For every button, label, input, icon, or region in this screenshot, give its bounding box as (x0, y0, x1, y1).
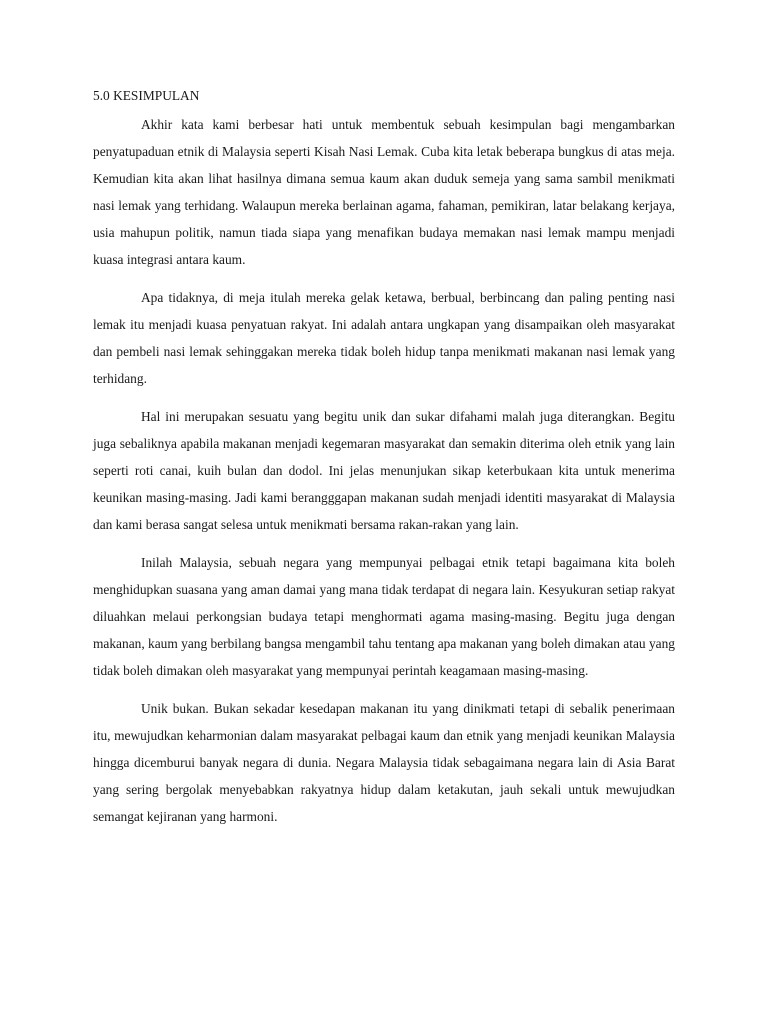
section-heading: 5.0 KESIMPULAN (93, 88, 200, 103)
paragraph-1: Akhir kata kami berbesar hati untuk membentuk sebuah kesimpulan bagi mengambarkan penyatupaduan etnik di Malaysia seperti Kisah Nasi Lemak. Cuba kita letak beberapa bungkus di atas meja. Kemudian kita akan lihat hasilnya dimana semua kaum akan duduk semeja yang sama sambil menikmati nasi lemak yang terhidang. Walaupun mereka berlainan agama, fahaman, pemikiran, latar belakang kerjaya, usia mahupun politik, namun tiada siapa yang menafikan budaya memakan nasi lemak mampu menjadi kuasa integrasi antara kaum. (93, 117, 675, 267)
paragraph-4: Inilah Malaysia, sebuah negara yang mempunyai pelbagai etnik tetapi bagaimana kita boleh menghidupkan suasana yang aman damai yang mana tidak terdapat di negara lain. Kesyukuran setiap rakyat diluahkan melaui perkongsian budaya tetapi menghormati agama masing-masing. Begitu juga dengan makanan, kaum yang berbilang bangsa mengambil tahu tentang apa makanan yang boleh dimakan atau yang tidak boleh dimakan oleh masyarakat yang mempunyai perintah keagamaan masing-masing. (93, 555, 675, 678)
paragraph-3: Hal ini merupakan sesuatu yang begitu unik dan sukar difahami malah juga diterangkan. Begitu juga sebaliknya apabila makanan menjadi kegemaran masyarakat dan semakin diterima oleh etnik yang lain seperti roti canai, kuih bulan dan dodol. Ini jelas menunjukan sikap keterbukaan kita untuk menerima keunikan masing-masing. Jadi kami berangggapan makanan sudah menjadi identiti masyarakat di Malaysia dan kami berasa sangat selesa untuk menikmati bersama rakan-rakan yang lain. (93, 409, 675, 532)
document-body (93, 84, 675, 841)
paragraph-5: Unik bukan. Bukan sekadar kesedapan makanan itu yang dinikmati tetapi di sebalik penerimaan itu, mewujudkan keharmonian dalam masyarakat pelbagai kaum dan etnik yang menjadi keunikan Malaysia hingga dicemburui banyak negara di dunia. Negara Malaysia tidak sebagaimana negara lain di Asia Barat yang sering bergolak menyebabkan rakyatnya hidup dalam ketakutan, jauh sekali untuk mewujudkan semangat kejiranan yang harmoni. (93, 701, 675, 824)
paragraph-2: Apa tidaknya, di meja itulah mereka gelak ketawa, berbual, berbincang dan paling penting nasi lemak itu menjadi kuasa penyatuan rakyat. Ini adalah antara ungkapan yang disampaikan oleh masyarakat dan pembeli nasi lemak sehinggakan mereka tidak boleh hidup tanpa menikmati makanan nasi lemak yang terhidang. (93, 290, 675, 386)
